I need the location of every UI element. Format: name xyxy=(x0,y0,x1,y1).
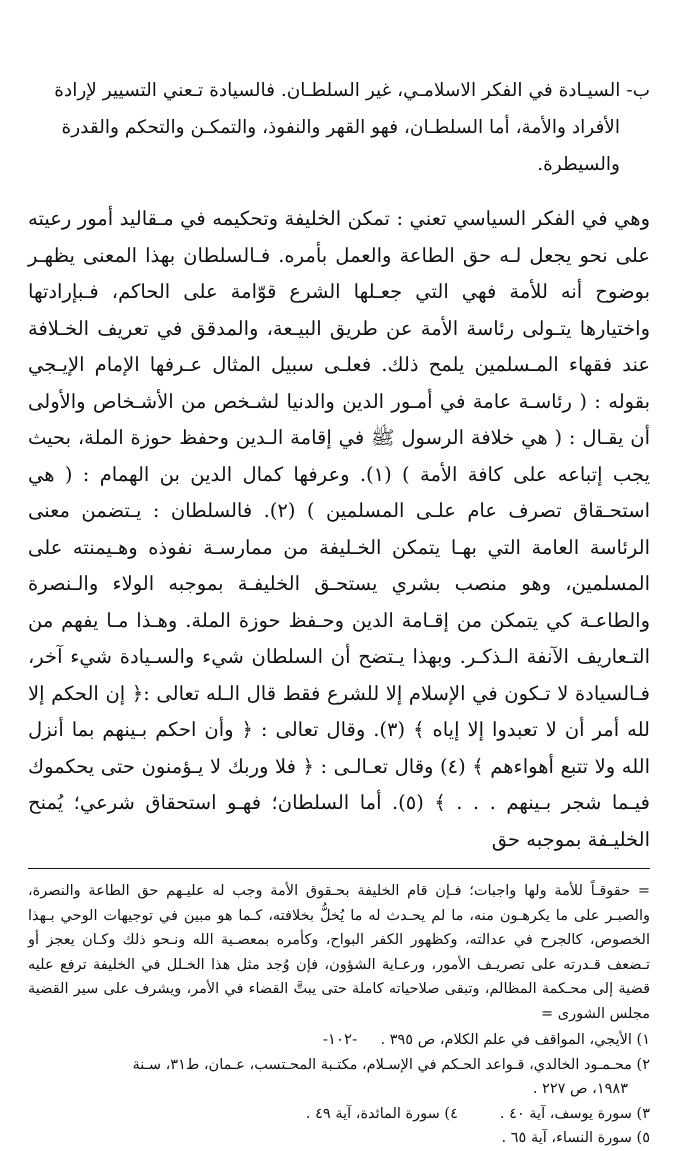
section-b-line-1: ب- السيـادة في الفكر الاسلامـي، غير السلطـان. فالسيادة تـعني التسيير لإرادة xyxy=(54,80,650,101)
footnote-row-3-4 xyxy=(28,1102,650,1127)
footnote-separator xyxy=(28,868,650,869)
continuation-note-text: = حقوقـاً للأمة ولها واجبات؛ فـإن قام الخليفة بحـقوق الأمة وجب له عليـهم حق الطاعة والنصرة، والصبـر على ما يكرهـون منه، ما لم يحـدث له ما يُخلُّ بخلافته، كـما هو مبين في توجيهات الوحي بـهذا الخصوص، كالجرح في عدالته، وكظهور الكفر البواح، وكأمره بمعصـية الله ونـحو ذلك وكـان يعجز أو تـضعف قـدرته على تصريـف الأمور، ورعـاية الشؤون، فإن وُجد مثل هذا الخـلل في الخليفة ترفع عليه قضية إلى محـكمة المظالم، وتبقى صلاحياته كاملة حتى يبتَّ القضاء في الأمر، ويشرف على سير القضية مجلس الشورى = xyxy=(28,883,650,1022)
footnote-3: ٣) سورة يوسف، آية ٤٠ . xyxy=(499,1105,650,1122)
footnote-2-line-1: ٢) محـمـود الخالدي، قـواعد الحـكم في الإسـلام، مكتـبة المحـتسب، عـمان، ط٣١، سـنة xyxy=(132,1056,650,1073)
continuation-note xyxy=(28,879,650,1026)
section-b-paragraph xyxy=(28,72,650,183)
main-paragraph: وهي في الفكر السياسي تعني : تمكن الخليفة وتحكيمه في مـقاليد أمور رعيته على نحو يجعل لـه حق الطاعة والعمل بأمره. فـالسلطان بهذا المعنى يظهـر بوضوح أنه للأمة فهي التي جعـلها الشرع قوّامة على الحاكم، فـبإرادتها واختيارها يتـولى رئاسة الأمة عن طريق البيـعة، والمدقق في تعريف الخـلافة عند فقهاء المـسلمين يلمح ذلك. فعلـى سبيل المثال عـرفها الإمام الإيـجي بقوله : ( رئاسـة عامة في أمـور الدين والدنيا لشـخص من الأشـخاص والأولى أن يقـال : ( هي خلافة الرسول ﷺ في إقامة الـدين وحفظ حوزة الملة، بحيث يجب إتباعه على كافة الأمة ) (١). وعرفها كمال الدين بن الهمام : ( هي استحـقاق تصرف عام علـى المسلمين ) (٢). فالسلطان : يـتضمن معنى الرئاسة العامة التي بهـا يتمكن الخـليفة من ممارسـة نفوذه وهـيمنته على المسلمين، وهو منصب بشري يستحـق الخليفـة بموجبه الولاء والـنصرة والطاعـة كي يتمكن من إقـامة الدين وحـفظ حوزة الملة. وهـذا مـا يفهم من التـعاريف الآنفة الـذكـر. وبهذا يـتضح أن السلطان شيء والسـيادة شيء آخر، فـالسيادة لا تـكون في الإسلام إلا للشرع فقط قال الـله تعالى :﴿ إن الحكم إلا لله أمر أن لا تعبدوا إلا إياه ﴾ (٣). وقال تعالى : ﴿ وأن احكم بـينهم بما أنزل الله ولا تتبع أهواءهم ﴾ (٤) وقال تعـالـى : ﴿ فلا وربك لا يـؤمنون حتى يحكموك فيـما شجر بـينهم . . . ﴾ (٥). أما السلطان؛ فهـو استحقاق شرعي؛ يُمنح الخليـفة بموجبه حق xyxy=(28,207,651,851)
footnote-4: ٤) سورة المائدة، آية ٤٩ . xyxy=(305,1105,458,1122)
footnote-5: ٥) سورة النساء، آية ٦٥ . xyxy=(501,1130,650,1146)
section-b-line-3: والسيطرة. xyxy=(537,154,620,175)
footnote-2-line-2: ١٩٨٣، ص ٢٢٧ . xyxy=(532,1081,628,1097)
section-b-line-2: الأفراد والأمة، أما السلطـان، فهو القهر والنفوذ، والتمكـن والتحكم والقدرة xyxy=(61,117,620,138)
footnote-1: ١) الأيجي، المواقف في علم الكلام، ص ٣٩٥ . xyxy=(380,1032,650,1048)
page-number: -١٠٢- xyxy=(322,1030,358,1048)
footnote-2 xyxy=(28,1053,650,1102)
